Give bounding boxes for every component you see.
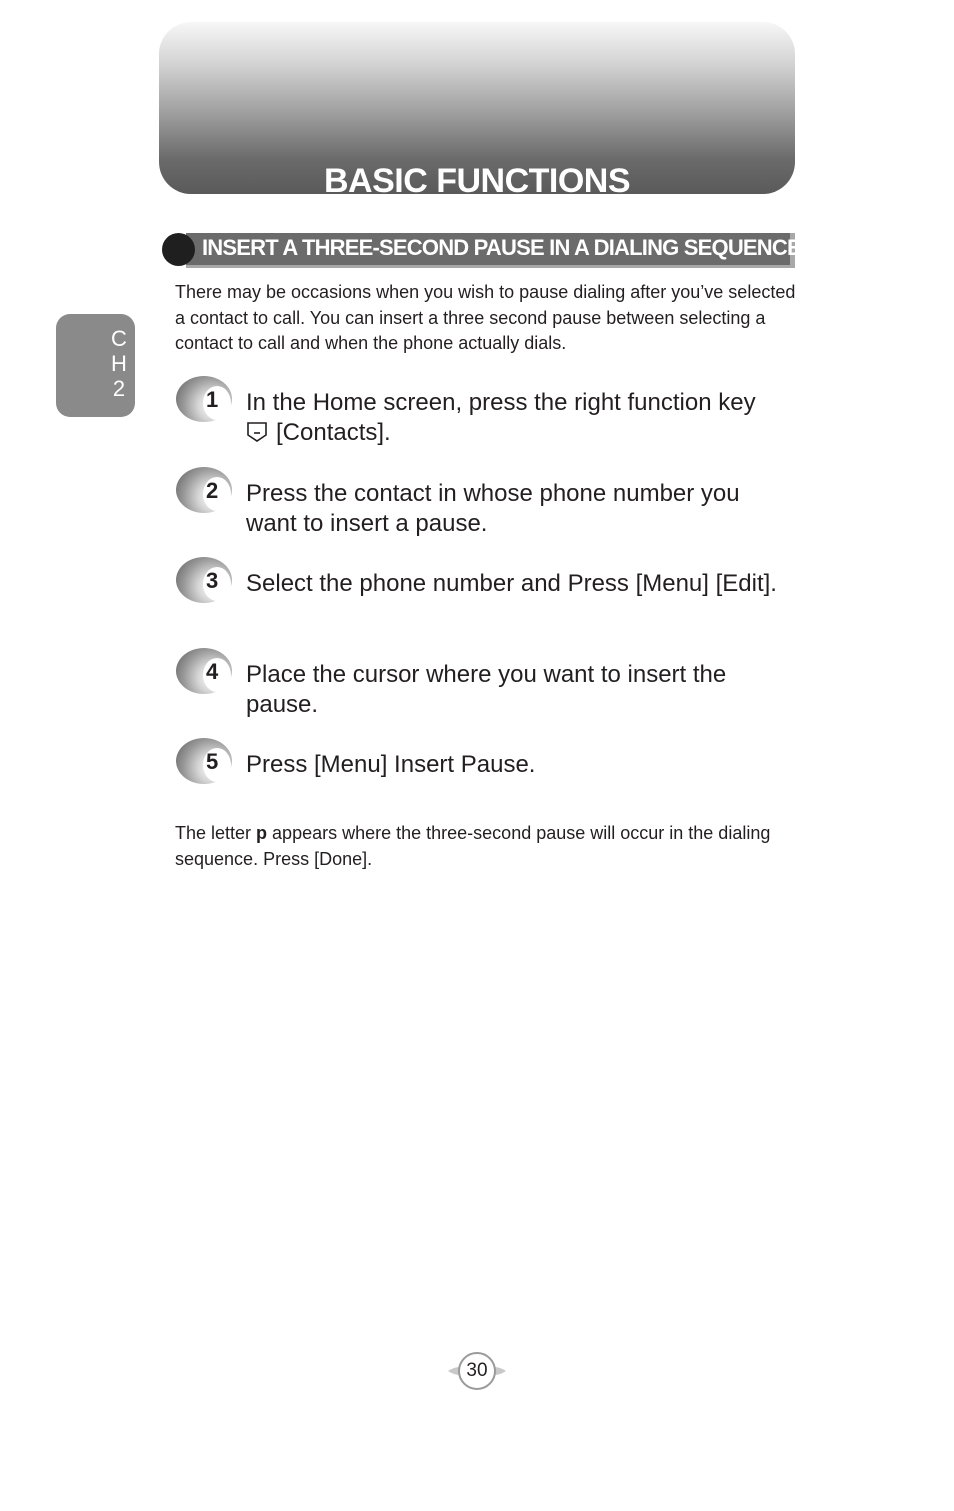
chapter-label: C H 2 [111,326,127,401]
step-number: 1 [206,387,219,412]
step-text: Press the contact in whose phone number you want to insert a pause. [246,480,740,537]
step-badge [176,467,232,513]
step-text-part: In the Home screen, press the right function key [246,389,756,416]
step-number: 5 [206,749,219,774]
step-badge [176,557,232,603]
step-badge [176,738,232,784]
right-function-key-icon [246,421,268,443]
footnote-prefix: The letter [175,823,257,843]
step-number: 3 [206,568,219,593]
step-text: Select the phone number and Press [Menu] [Edit]. [246,570,777,597]
step-badge [176,376,232,422]
step-5 [176,738,796,818]
step-text [246,388,796,447]
step-badge [176,648,232,694]
page-title: BASIC FUNCTIONS [323,162,631,200]
section-bullet-icon [162,233,195,266]
page-number-badge [446,1351,508,1391]
step-text-part: [Contacts]. [276,418,391,446]
header-banner [159,22,795,200]
step-2 [176,467,796,547]
step-1 [176,376,796,456]
step-number: 4 [206,659,219,684]
step-text: Place the cursor where you want to insert the pause. [246,661,727,718]
footnote-bold-letter: p [256,823,268,843]
page-number: 30 [466,1360,488,1381]
step-number: 2 [206,478,219,503]
section-title: INSERT A THREE-SECOND PAUSE IN A DIALING SEQUENCE [202,235,801,260]
footnote-suffix: appears where the three-second pause will occur in the dialing sequence. Press [Done]. [175,823,771,869]
intro-paragraph: There may be occasions when you wish to pause dialing after you’ve selected a contact to call. You can insert a three second pause between selecting a contact to call and when the phone actually dials. [175,282,796,353]
step-4 [176,648,796,728]
step-text: Press [Menu] Insert Pause. [246,751,536,778]
step-3 [176,557,796,637]
footnote [175,821,805,872]
